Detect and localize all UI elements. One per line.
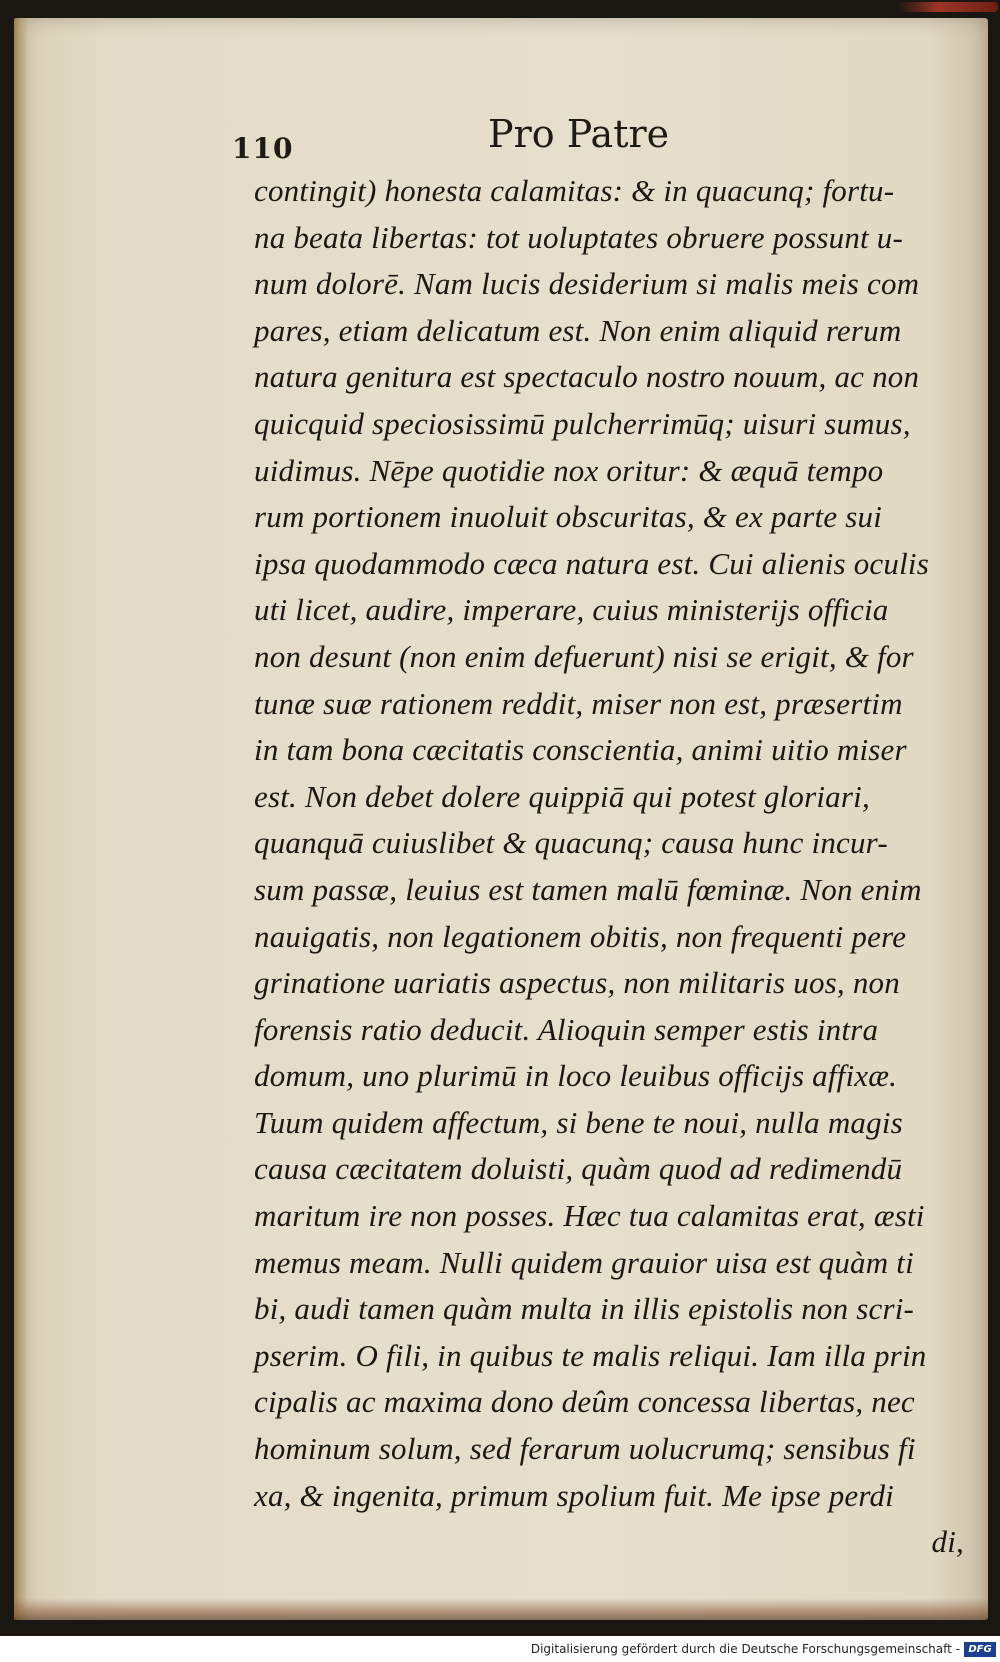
text-line: bi, audi tamen quàm multa in illis epistolis non scri- — [254, 1291, 915, 1327]
text-line: natura genitura est spectaculo nostro nouum, ac non — [254, 359, 920, 395]
text-line: sum passæ, leuius est tamen malū fœminæ. Non enim — [254, 871, 922, 907]
text-line: quicquid speciosissimū pulcherrimūq; uisuri sumus, — [254, 405, 911, 441]
text-line: uidimus. Nēpe quotidie nox oritur: & æquā tempo — [254, 452, 884, 488]
text-line: uti licet, audire, imperare, cuius ministerijs officia — [254, 592, 889, 628]
text-line: causa cæcitatem doluisti, quàm quod ad redimendū — [254, 1151, 903, 1187]
text-line: xa, & ingenita, primum spolium fuit. Me ipse perdi — [254, 1477, 894, 1513]
text-line: contingit) honesta calamitas: & in quacunq; fortu- — [254, 173, 895, 208]
text-line: non desunt (non enim defuerunt) nisi se erigit, & for — [254, 638, 914, 674]
text-line: maritum ire non posses. Hæc tua calamitas erat, æsti — [254, 1198, 925, 1234]
text-line: quanquā cuiuslibet & quacunq; causa hunc incur- — [254, 825, 888, 861]
text-line: rum portionem inuoluit obscuritas, & ex parte sui — [254, 499, 883, 535]
text-line: cipalis ac maxima dono deûm concessa libertas, nec — [254, 1384, 915, 1420]
text-line: forensis ratio deducit. Alioquin semper estis intra — [254, 1011, 879, 1047]
text-line: in tam bona cæcitatis conscientia, animi uitio miser — [254, 732, 907, 768]
book-page — [14, 18, 988, 1620]
text-line: domum, uno plurimū in loco leuibus officijs affixæ. — [254, 1058, 898, 1094]
text-line: nauigatis, non legationem obitis, non frequenti pere — [254, 918, 907, 954]
text-line: grinatione uariatis aspectus, non militaris uos, non — [254, 965, 900, 1001]
text-line: pares, etiam delicatum est. Non enim aliquid rerum — [254, 312, 902, 348]
text-line: num dolorē. Nam lucis desiderium si malis meis com — [254, 266, 920, 302]
footer-bar — [0, 1638, 1000, 1662]
binding-edge-mark — [898, 2, 998, 12]
page-header — [232, 102, 932, 165]
text-line: hominum solum, sed ferarum uolucrumq; sensibus fi — [254, 1431, 916, 1467]
dfg-logo-icon: DFG — [964, 1642, 996, 1657]
running-head: Pro Patre — [488, 112, 670, 156]
text-line: Tuum quidem affectum, si bene te noui, nulla magis — [254, 1104, 903, 1140]
body-text — [254, 168, 964, 1566]
text-line: memus meam. Nulli quidem grauior uisa est quàm ti — [254, 1244, 914, 1280]
text-line: est. Non debet dolere quippiā qui potest gloriari, — [254, 778, 870, 814]
catchword: di, — [931, 1524, 964, 1560]
funding-credit: Digitalisierung gefördert durch die Deutsche Forschungsgemeinschaft - — [530, 1642, 960, 1656]
page-number: 110 — [232, 132, 294, 165]
text-line: ipsa quodammodo cæca natura est. Cui alienis oculis — [254, 545, 929, 581]
text-line: na beata libertas: tot uoluptates obruere possunt u- — [254, 219, 904, 255]
text-line: pserim. O fili, in quibus te malis reliqui. Iam illa prin — [254, 1337, 927, 1373]
text-line: tunæ suæ rationem reddit, miser non est, præsertim — [254, 685, 903, 721]
